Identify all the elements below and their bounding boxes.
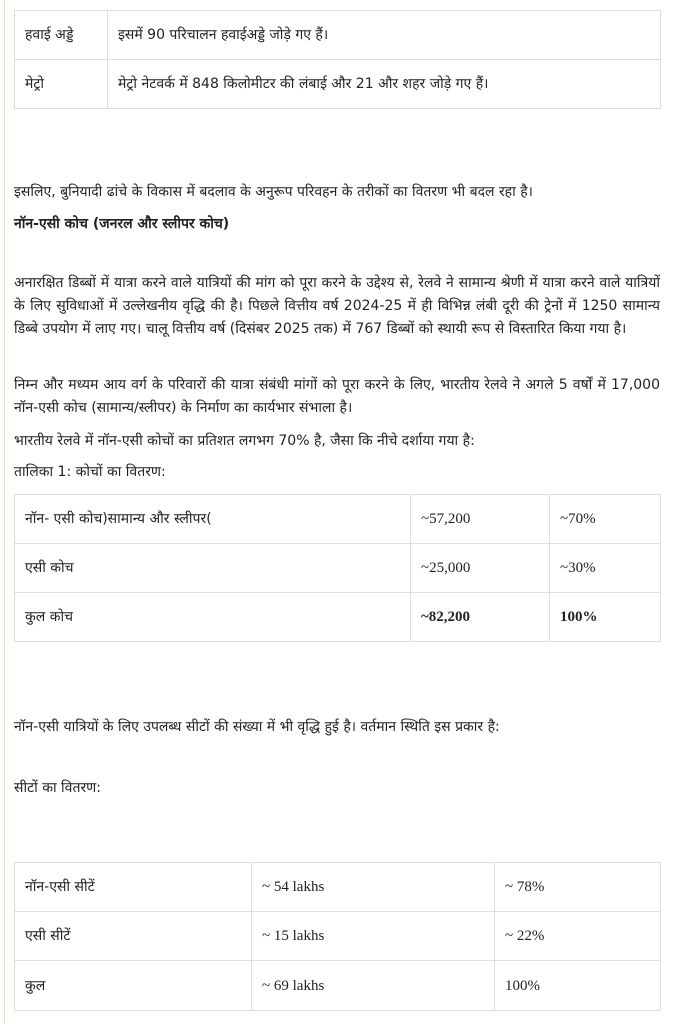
table-row <box>15 11 661 60</box>
table-cell-text: मेट्रो नेटवर्क में 848 किलोमीटर की लंबाई और 21 और शहर जोड़े गए हैं। <box>108 60 661 109</box>
table-row <box>15 912 661 961</box>
coach-count-cell: ~57,200 <box>411 495 550 544</box>
table-row <box>15 593 661 642</box>
seat-count-cell: ~ 15 lakhs <box>252 912 495 961</box>
body-paragraph-3: भारतीय रेलवे में नॉन-एसी कोचों का प्रतिशत लगभग 70% है, जैसा कि नीचे दर्शाया गया है: <box>14 433 475 449</box>
coach-count-cell: ~82,200 <box>411 593 550 642</box>
table1-caption: तालिका 1: कोचों का वितरण: <box>14 464 166 480</box>
table-cell-text: इसमें 90 परिचालन हवाईअड्डे जोड़े गए हैं। <box>108 11 661 60</box>
body-paragraph-1: अनारक्षित डिब्बों में यात्रा करने वाले यात्रियों की मांग को पूरा करने के उद्देश्य से, रेलवे ने सामान्य श्रेणी में यात्रा करने वाले यात्रियों के लिए सुविधाओं में उल्लेखनीय वृद्धि की है। पिछले वित्तीय वर्ष 2024-25 में ही विभिन्न लंबी दूरी की ट्रेनों में 1250 सामान्य डिब्बे उपयोग में लाए गए। चालू वित्तीय वर्ष (दिसंबर 2025 तक) में 767 डिब्बों को स्थायी रूप से विस्तारित किया गया है। <box>14 275 660 337</box>
coach-type-cell: एसी कोच <box>15 544 411 593</box>
seats-caption: सीटों का वितरण: <box>14 780 102 796</box>
coach-distribution-table <box>14 494 661 642</box>
coach-type-cell: नॉन- एसी कोच)सामान्य और स्लीपर( <box>15 495 411 544</box>
seat-type-cell: एसी सीटें <box>15 912 252 961</box>
coach-percent-cell: 100% <box>550 593 661 642</box>
coach-type-cell: कुल कोच <box>15 593 411 642</box>
seat-percent-cell: 100% <box>495 961 661 1011</box>
body-paragraph-4: नॉन-एसी यात्रियों के लिए उपलब्ध सीटों की संख्या में भी वृद्धि हुई है। वर्तमान स्थिति इस प्रकार है: <box>14 719 500 735</box>
page-edge <box>4 0 5 1024</box>
table-row <box>15 495 661 544</box>
table-row <box>15 544 661 593</box>
seat-percent-cell: ~ 22% <box>495 912 661 961</box>
table-row <box>15 60 661 109</box>
infrastructure-table <box>14 10 661 109</box>
seat-type-cell: कुल <box>15 961 252 1011</box>
table-cell-label: मेट्रो <box>15 60 108 109</box>
seat-percent-cell: ~ 78% <box>495 863 661 912</box>
seat-count-cell: ~ 69 lakhs <box>252 961 495 1011</box>
seat-distribution-table <box>14 862 661 1011</box>
seat-count-cell: ~ 54 lakhs <box>252 863 495 912</box>
body-paragraph-2: निम्न और मध्यम आय वर्ग के परिवारों की यात्रा संबंधी मांगों को पूरा करने के लिए, भारतीय रेलवे ने अगले 5 वर्षों में 17,000 नॉन-एसी कोच (सामान्य/स्लीपर) के निर्माण का कार्यभार संभाला है। <box>14 377 660 416</box>
seat-type-cell: नॉन-एसी सीटें <box>15 863 252 912</box>
table-row <box>15 863 661 912</box>
coach-percent-cell: ~70% <box>550 495 661 544</box>
table-cell-label: हवाई अड्डे <box>15 11 108 60</box>
coach-percent-cell: ~30% <box>550 544 661 593</box>
table-row <box>15 961 661 1011</box>
section-heading: नॉन-एसी कोच (जनरल और स्लीपर कोच) <box>14 216 230 232</box>
intro-paragraph: इसलिए, बुनियादी ढांचे के विकास में बदलाव के अनुरूप परिवहन के तरीकों का वितरण भी बदल रहा है। <box>14 184 533 200</box>
coach-count-cell: ~25,000 <box>411 544 550 593</box>
